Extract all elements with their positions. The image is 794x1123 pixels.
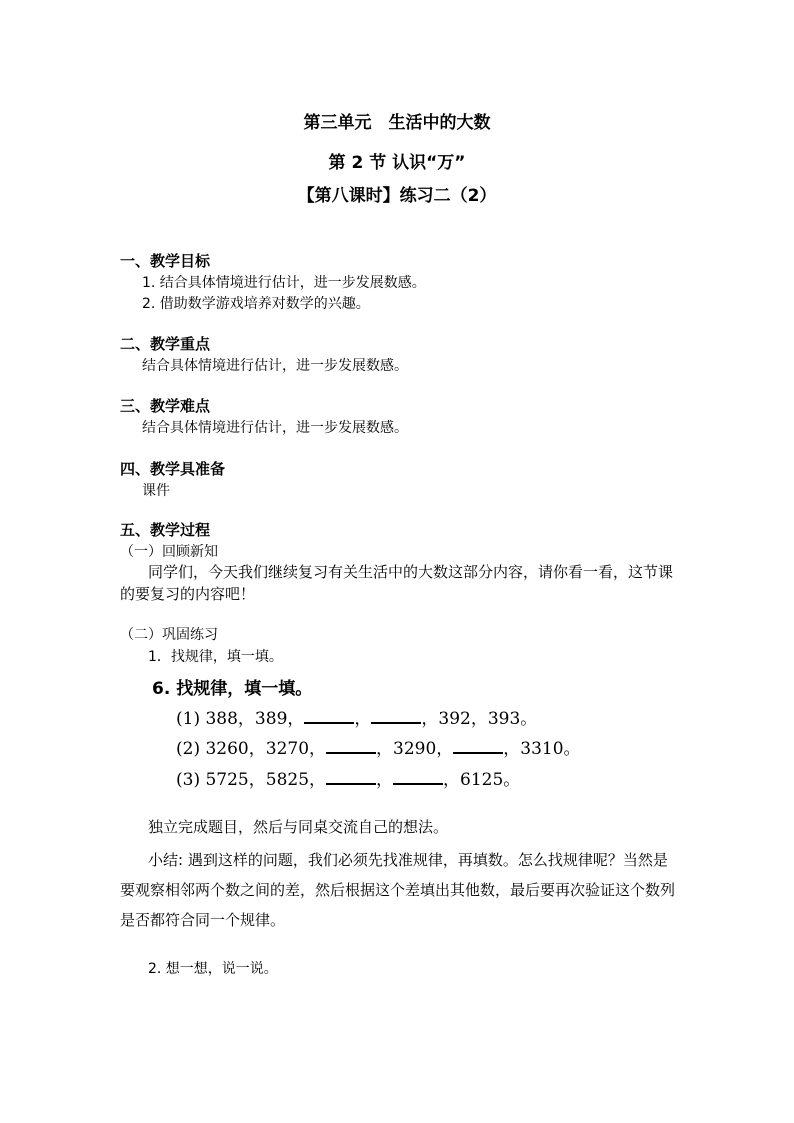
section-heading-difficulties: 三、教学难点 <box>120 397 211 415</box>
answer-blank <box>393 769 443 785</box>
section-heading-goals: 一、教学目标 <box>120 252 211 270</box>
question-2: 2. 想一想，说一说。 <box>148 961 278 977</box>
exercise-row-mid: ， <box>376 770 394 790</box>
lesson-title: 【第八课时】练习二（2） <box>297 186 497 206</box>
section-heading-process: 五、教学过程 <box>120 521 211 539</box>
exercise-row <box>176 765 520 790</box>
exercise-row <box>176 704 537 729</box>
key-points-text: 结合具体情境进行估计，进一步发展数感。 <box>142 358 408 374</box>
exercise-row-mid: ，3290， <box>376 739 454 759</box>
exercise-row-tail: ，6125。 <box>443 770 521 790</box>
part-title-review: （一）回顾新知 <box>120 544 218 560</box>
exercise-row-lead: (1) 388，389， <box>176 709 305 729</box>
section-heading-materials: 四、教学具准备 <box>120 460 226 478</box>
exercise-title: 6. 找规律，填一填。 <box>152 679 313 699</box>
answer-blank <box>304 708 354 724</box>
question-1: 1．找规律，填一填。 <box>148 649 283 665</box>
goal-item: 1. 结合具体情境进行估计，进一步发展数感。 <box>142 275 426 291</box>
instruction-text: 独立完成题目，然后与同桌交流自己的想法。 <box>148 818 449 836</box>
exercise-row <box>176 734 581 759</box>
unit-title: 第三单元 生活中的大数 <box>303 113 491 133</box>
goal-item: 2. 借助数学游戏培养对数学的兴趣。 <box>142 296 370 312</box>
exercise-row-tail: ，392，393。 <box>421 709 538 729</box>
exercise-row-tail: ，3310。 <box>503 739 581 759</box>
difficulties-text: 结合具体情境进行估计，进一步发展数感。 <box>142 420 408 436</box>
section-heading-key-points: 二、教学重点 <box>120 335 211 353</box>
section-title: 第 2 节 认识“万” <box>328 153 466 173</box>
exercise-row-mid: ， <box>354 709 372 729</box>
materials-text: 课件 <box>142 483 170 499</box>
part-title-practice: （二）巩固练习 <box>120 627 218 643</box>
exercise-row-lead: (2) 3260，3270， <box>176 739 327 759</box>
review-paragraph: 同学们，今天我们继续复习有关生活中的大数这部分内容，请你看一看，这节课的要复习的内容吧！ <box>120 563 674 603</box>
answer-blank <box>326 769 376 785</box>
answer-blank <box>326 738 376 754</box>
answer-blank <box>371 708 421 724</box>
answer-blank <box>453 738 503 754</box>
summary-paragraph: 小结: 遇到这样的问题，我们必须先找准规律，再填数。怎么找规律呢？当然是要观察相邻两个数之间的差，然后根据这个差填出其他数，最后要再次验证这个数列是否都符合同一个规律。 <box>120 851 676 929</box>
exercise-row-lead: (3) 5725，5825， <box>176 770 327 790</box>
